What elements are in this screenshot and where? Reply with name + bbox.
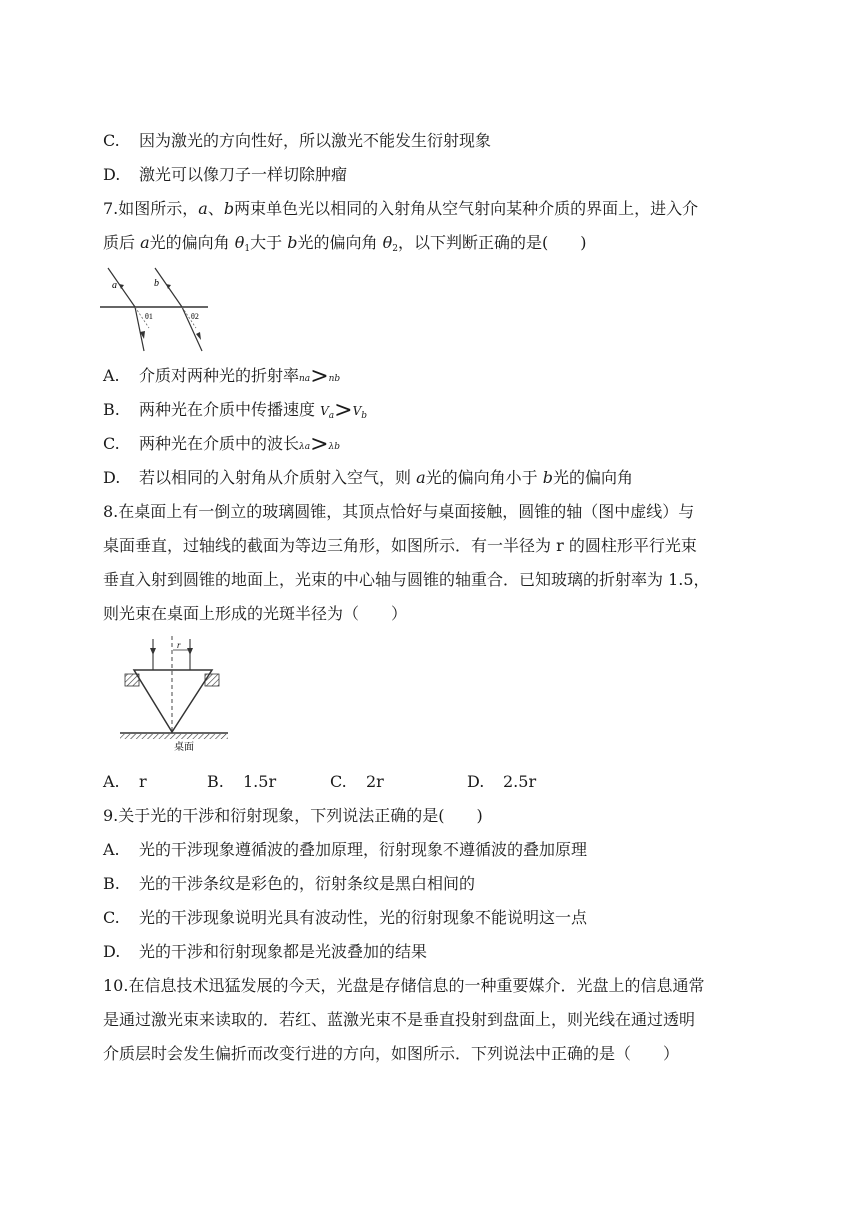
q9-option-c	[103, 908, 587, 928]
q8-stem-line4: 则光束在桌面上形成的光斑半径为（ ）	[103, 604, 408, 623]
q7-stem-line1	[103, 199, 698, 219]
option-value: 1.5r	[243, 772, 277, 791]
v-a: V	[320, 404, 329, 418]
q7-text: 大于	[250, 233, 283, 252]
lambda-b: λb	[328, 442, 340, 452]
q7-var-b: b	[287, 233, 298, 252]
subscript: a	[328, 411, 335, 421]
option-text: 介质对两种光的折射率	[139, 366, 300, 385]
greater-than: >	[334, 398, 353, 423]
q8-cone-figure	[120, 636, 230, 754]
option-letter: D.	[103, 165, 121, 184]
option-letter: C.	[103, 908, 120, 927]
option-value: 2r	[366, 772, 384, 791]
theta-symbol: θ	[234, 233, 245, 252]
q8-option-d	[467, 772, 536, 792]
subscript: b	[361, 411, 368, 421]
q9-stem: 9.关于光的干涉和衍射现象，下列说法正确的是( )	[103, 806, 483, 825]
table-hatch	[120, 734, 228, 739]
n-b: nb	[328, 374, 341, 384]
option-letter: A.	[103, 366, 120, 385]
option-text: 激光可以像刀子一样切除肿瘤	[139, 165, 348, 184]
option-text: 光的偏向角小于	[425, 468, 538, 487]
option-text: 光的干涉现象说明光具有波动性，光的衍射现象不能说明这一点	[139, 908, 588, 927]
option-text: 光的干涉和衍射现象都是光波叠加的结果	[139, 942, 428, 961]
theta-subscript: 2	[392, 244, 398, 254]
q7-option-a	[103, 366, 340, 389]
option-text: 两种光在介质中的波长	[139, 434, 300, 453]
q7-option-c	[103, 434, 340, 457]
option-letter: D.	[103, 942, 121, 961]
q7-var-a: a	[416, 468, 426, 487]
option-letter: B.	[103, 874, 120, 893]
option-text: 光的干涉现象遵循波的叠加原理，衍射现象不遵循波的叠加原理	[139, 840, 588, 859]
option-letter: A.	[103, 840, 120, 859]
q7-var-a: a	[140, 233, 150, 252]
q7-option-d	[103, 468, 633, 488]
q9-option-a	[103, 840, 587, 860]
option-letter: B.	[207, 772, 224, 791]
q7-text: 光的偏向角	[149, 233, 230, 252]
label-b: b	[154, 278, 159, 289]
q8-stem-line2: 桌面垂直，过轴线的截面为等边三角形，如图所示．有一半径为 r 的圆柱形平行光束	[103, 536, 697, 555]
q10-stem-line1: 10.在信息技术迅猛发展的今天，光盘是存储信息的一种重要媒介．光盘上的信息通常	[103, 976, 705, 995]
q7-var-a: a	[198, 199, 208, 218]
option-letter: C.	[330, 772, 347, 791]
theta-subscript: 1	[244, 244, 251, 254]
q8-stem-line1: 8.在桌面上有一倒立的玻璃圆锥，其顶点恰好与桌面接触，圆锥的轴（图中虚线）与	[103, 502, 695, 521]
q7-text: ，以下判断正确的是( )	[397, 233, 587, 252]
q7-text: 7.如图所示，	[103, 199, 199, 218]
arrow-icon	[166, 284, 171, 289]
option-letter: B.	[103, 400, 120, 419]
q8-stem-line3: 垂直入射到圆锥的地面上，光束的中心轴与圆锥的轴重合．已知玻璃的折射率为 1.5，	[103, 570, 710, 589]
q7-var-b: b	[223, 199, 235, 218]
q10-stem-line3: 介质层时会发生偏折而改变行进的方向，如图所示．下列说法中正确的是（ ）	[103, 1044, 680, 1063]
q7-option-b	[103, 400, 367, 426]
q8-option-b	[207, 772, 276, 792]
q7-text: 光的偏向角	[297, 233, 378, 252]
option-text: 光的偏向角	[553, 468, 634, 487]
ray-a-refracted	[135, 307, 144, 351]
lambda-a: λa	[299, 442, 311, 452]
support-left	[125, 674, 139, 686]
q9-option-b	[103, 874, 475, 894]
greater-than: >	[310, 432, 329, 457]
greater-than: >	[310, 364, 329, 389]
cone-triangle	[134, 670, 212, 732]
option-value: r	[139, 772, 147, 791]
q10-stem-line2: 是通过激光束来读取的．若红、蓝激光束不是垂直投射到盘面上，则光线在通过透明	[103, 1010, 696, 1029]
q7-var-b: b	[542, 468, 554, 487]
option-letter: C.	[103, 131, 120, 150]
option-letter: A.	[103, 772, 120, 791]
label-a: a	[112, 280, 117, 291]
support-right	[205, 674, 219, 686]
option-d-laser	[103, 165, 347, 185]
q7-text: 两束单色光以相同的入射角从空气射向某种介质的界面上，进入介	[234, 199, 699, 218]
q9-option-d	[103, 942, 427, 962]
q8-option-a	[103, 772, 147, 792]
arrow-icon	[150, 648, 156, 655]
label-r: r	[177, 640, 181, 650]
option-text: 两种光在介质中传播速度	[139, 400, 316, 419]
option-text: 因为激光的方向性好，所以激光不能发生衍射现象	[139, 131, 492, 150]
arrow-icon	[119, 284, 124, 289]
label-theta2: θ2	[191, 312, 199, 321]
theta-symbol: θ	[382, 233, 393, 252]
q8-option-c	[330, 772, 384, 792]
n-a: na	[299, 374, 311, 384]
v-b: V	[352, 404, 362, 418]
label-table: 桌面	[174, 742, 194, 753]
q7-refraction-figure	[100, 264, 212, 354]
option-letter: D.	[103, 468, 121, 487]
q7-text: 质后	[103, 233, 136, 252]
label-theta1: θ1	[145, 312, 153, 321]
option-letter: D.	[467, 772, 485, 791]
arrow-icon	[187, 648, 193, 655]
option-text: 若以相同的入射角从介质射入空气，则	[139, 468, 412, 487]
option-c-laser	[103, 131, 491, 151]
option-letter: C.	[103, 434, 120, 453]
q7-text: 、	[207, 199, 224, 218]
option-value: 2.5r	[503, 772, 537, 791]
option-text: 光的干涉条纹是彩色的，衍射条纹是黑白相间的	[139, 874, 476, 893]
q7-stem-line2	[103, 233, 586, 259]
